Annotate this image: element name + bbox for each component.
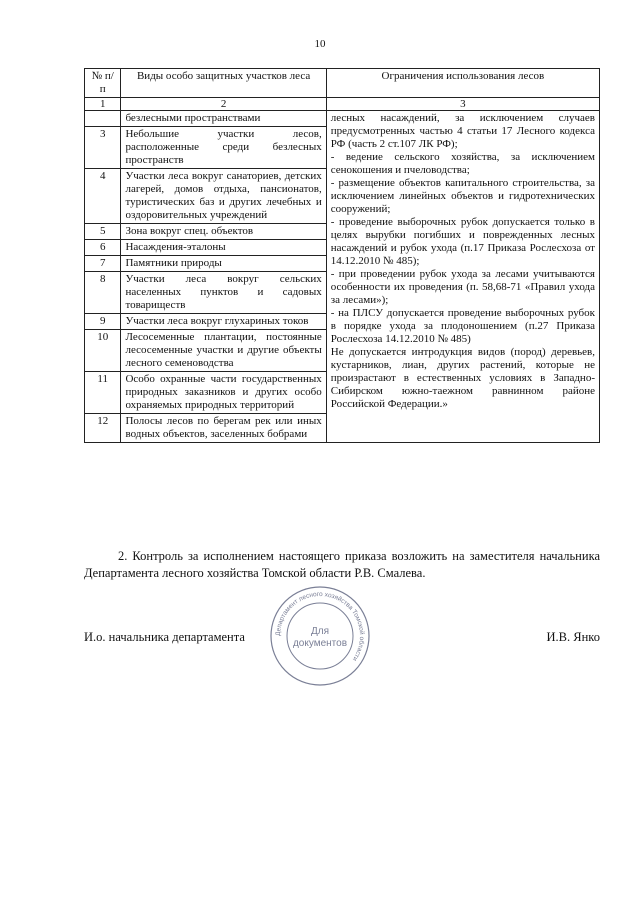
- row-num: 4: [85, 169, 121, 224]
- restriction-item: Не допускается интродукция видов (пород) деревьев, кустарников, лиан, других растений, которые не произрастают в естественных условиях в Западно-Сибирском южно-таежном равнинном районе Российской Федерации.»: [330, 346, 595, 410]
- stamp-ring-text: Департамент лесного хозяйства Томской области: [274, 590, 366, 663]
- restriction-item: - проведение выборочных рубок допускается только в целях вырубки погибших и поврежденных лесных насаждений и рубок ухода (п.17 Приказа Рослесхоза от 14.12.2010 № 485);: [330, 216, 595, 267]
- header-restrictions: Ограничения использования лесов: [326, 69, 599, 98]
- row-type: Полосы лесов по берегам рек или иных водных объектов, заселенных бобрами: [121, 414, 326, 443]
- stamp-center-line1: Для: [310, 626, 330, 637]
- row-type: Насаждения-эталоны: [121, 240, 326, 256]
- row-type: Участки леса вокруг санаториев, детских лагерей, домов отдыха, пансионатов, туристических баз и других лечебных и оздоровительных учреждений: [121, 169, 326, 224]
- row-num: 12: [85, 414, 121, 443]
- row-num: 5: [85, 224, 121, 240]
- row-num: 8: [85, 272, 121, 314]
- stamp-seal: [268, 584, 372, 688]
- row-num: 3: [85, 127, 121, 169]
- restriction-item: лесных насаждений, за исключением случаев предусмотренных частью 4 статьи 17 Лесного кодекса РФ (часть 2 ст.107 ЛК РФ);: [330, 112, 595, 150]
- row-num: 7: [85, 256, 121, 272]
- table-row: [85, 111, 600, 127]
- control-paragraph: 2. Контроль за исполнением настоящего приказа возложить на заместителя начальника Департамента лесного хозяйства Томской области Р.В. Смалева.: [84, 549, 600, 580]
- page-number: 10: [314, 38, 326, 50]
- row-type: Участки леса вокруг сельских населенных пунктов и садовых товариществ: [121, 272, 326, 314]
- index-cell: 2: [121, 98, 326, 111]
- header-num: № п/п: [85, 69, 121, 98]
- row-num: 9: [85, 314, 121, 330]
- restriction-item: - при проведении рубок ухода за лесами учитываются особенности их проведения (п. 58,68-71 «Правил ухода за лесами»);: [330, 268, 595, 306]
- row-type: Лесосеменные плантации, постоянные лесосеменные участки и другие объекты лесного семеноводства: [121, 330, 326, 372]
- index-row: [85, 98, 600, 111]
- row-num: [85, 111, 121, 127]
- restrictions-cell: [326, 111, 599, 443]
- row-num: 6: [85, 240, 121, 256]
- restriction-item: - размещение объектов капитального строительства, за исключением линейных объектов и гидротехнических сооружений;: [330, 177, 595, 215]
- row-num: 11: [85, 372, 121, 414]
- signer-name: И.В. Янко: [546, 630, 600, 644]
- row-num: 10: [85, 330, 121, 372]
- index-cell: 1: [85, 98, 121, 111]
- index-cell: 3: [326, 98, 599, 111]
- row-type: безлесными пространствами: [121, 111, 326, 127]
- restriction-item: - ведение сельского хозяйства, за исключением сенокошения и пчеловодства;: [330, 151, 595, 176]
- row-type: Памятники природы: [121, 256, 326, 272]
- restriction-item: - на ПЛСУ допускается проведение выборочных рубок в порядке ухода за плодоношением (п.27 Приказа Рослесхоза 14.12.2010 № 485): [330, 307, 595, 345]
- table-header-row: [85, 69, 600, 98]
- row-type: Участки леса вокруг глухариных токов: [121, 314, 326, 330]
- forest-restrictions-table: [84, 68, 600, 443]
- stamp-center-line2: документов: [292, 638, 348, 649]
- signer-title: И.о. начальника департамента: [84, 630, 245, 644]
- row-type: Небольшие участки лесов, расположенные среди безлесных пространств: [121, 127, 326, 169]
- header-type: Виды особо защитных участков леса: [121, 69, 326, 98]
- row-type: Особо охранные части государственных природных заказников и других особо охраняемых природных территорий: [121, 372, 326, 414]
- row-type: Зона вокруг спец. объектов: [121, 224, 326, 240]
